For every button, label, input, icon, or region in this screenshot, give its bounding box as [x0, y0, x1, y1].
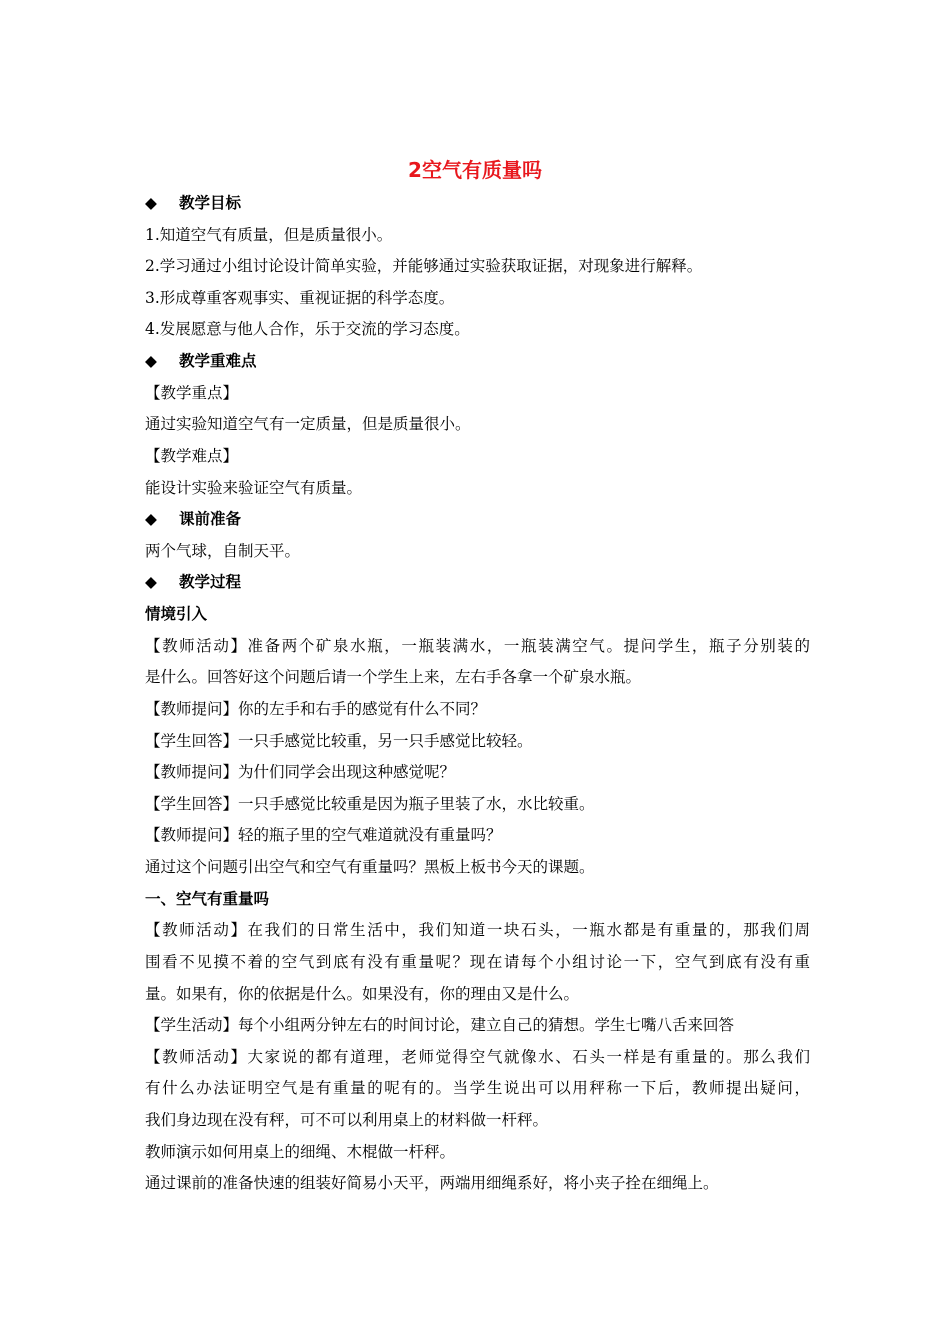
- paragraph-line: 2.学习通过小组讨论设计简单实验，并能够通过实验获取证据，对现象进行解释。: [145, 257, 703, 275]
- subsection-heading: 一、空气有重量吗: [145, 890, 270, 908]
- paragraph-line: 1.知道空气有质量，但是质量很小。: [145, 226, 393, 244]
- paragraph-line: 【学生活动】每个小组两分钟左右的时间讨论，建立自己的猜想。学生七嘴八舌来回答: [145, 1016, 735, 1034]
- document-title: 2空气有质量吗: [408, 158, 542, 182]
- diamond-bullet-icon: ◆: [145, 573, 157, 591]
- paragraph-line: 量。如果有，你的依据是什么。如果没有，你的理由又是什么。: [145, 985, 580, 1003]
- diamond-bullet-icon: ◆: [145, 194, 157, 212]
- paragraph-line: 通过这个问题引出空气和空气有重量吗？黑板上板书今天的课题。: [145, 858, 595, 876]
- paragraph-line: 我们身边现在没有秤，可不可以利用桌上的材料做一杆秤。: [145, 1111, 549, 1129]
- paragraph-line: 通过课前的准备快速的组装好简易小天平，两端用细绳系好，将小夹子拴在细绳上。: [145, 1174, 719, 1192]
- section-heading-text: 教学重难点: [179, 352, 257, 370]
- paragraph-line: 【学生回答】一只手感觉比较重，另一只手感觉比较轻。: [145, 732, 533, 750]
- section-heading: [145, 509, 810, 529]
- section-heading: [145, 193, 810, 213]
- paragraph-line: 有什么办法证明空气是有重量的呢有的。当学生说出可以用秤称一下后，教师提出疑问，: [145, 1079, 810, 1097]
- section-heading: [145, 351, 810, 371]
- paragraph-line: 围看不见摸不着的空气到底有没有重量呢？现在请每个小组讨论一下，空气到底有没有重: [145, 953, 810, 971]
- paragraph-line: 【教师提问】为什们同学会出现这种感觉呢？: [145, 763, 456, 781]
- paragraph-line: 【教学难点】: [145, 447, 239, 465]
- section-heading-text: 教学目标: [179, 194, 242, 212]
- paragraph-line: 能设计实验来验证空气有质量。: [145, 479, 363, 497]
- paragraph-line: 【教学重点】: [145, 384, 239, 402]
- paragraph-line: 【教师提问】你的左手和右手的感觉有什么不同？: [145, 700, 487, 718]
- section-heading-text: 课前准备: [179, 510, 242, 528]
- paragraph-line: 【教师提问】轻的瓶子里的空气难道就没有重量吗？: [145, 826, 502, 844]
- diamond-bullet-icon: ◆: [145, 352, 157, 370]
- paragraph-line: 通过实验知道空气有一定质量，但是质量很小。: [145, 415, 471, 433]
- paragraph-line: 3.形成尊重客观事实、重视证据的科学态度。: [145, 289, 455, 307]
- paragraph-line: 教师演示如何用桌上的细绳、木棍做一杆秤。: [145, 1143, 456, 1161]
- paragraph-line: 【教师活动】大家说的都有道理，老师觉得空气就像水、石头一样是有重量的。那么我们: [145, 1048, 810, 1066]
- paragraph-line: 两个气球，自制天平。: [145, 542, 301, 560]
- paragraph-line: 【学生回答】一只手感觉比较重是因为瓶子里装了水，水比较重。: [145, 795, 595, 813]
- paragraph-line: 【教师活动】在我们的日常生活中，我们知道一块石头，一瓶水都是有重量的，那我们周: [145, 921, 810, 939]
- paragraph-line: 4.发展愿意与他人合作，乐于交流的学习态度。: [145, 320, 470, 338]
- diamond-bullet-icon: ◆: [145, 510, 157, 528]
- subsection-heading: 情境引入: [145, 605, 208, 623]
- paragraph-line: 【教师活动】准备两个矿泉水瓶，一瓶装满水，一瓶装满空气。提问学生，瓶子分别装的: [145, 637, 810, 655]
- section-heading-text: 教学过程: [179, 573, 242, 591]
- section-heading: [145, 572, 810, 592]
- paragraph-line: 是什么。回答好这个问题后请一个学生上来，左右手各拿一个矿泉水瓶。: [145, 668, 642, 686]
